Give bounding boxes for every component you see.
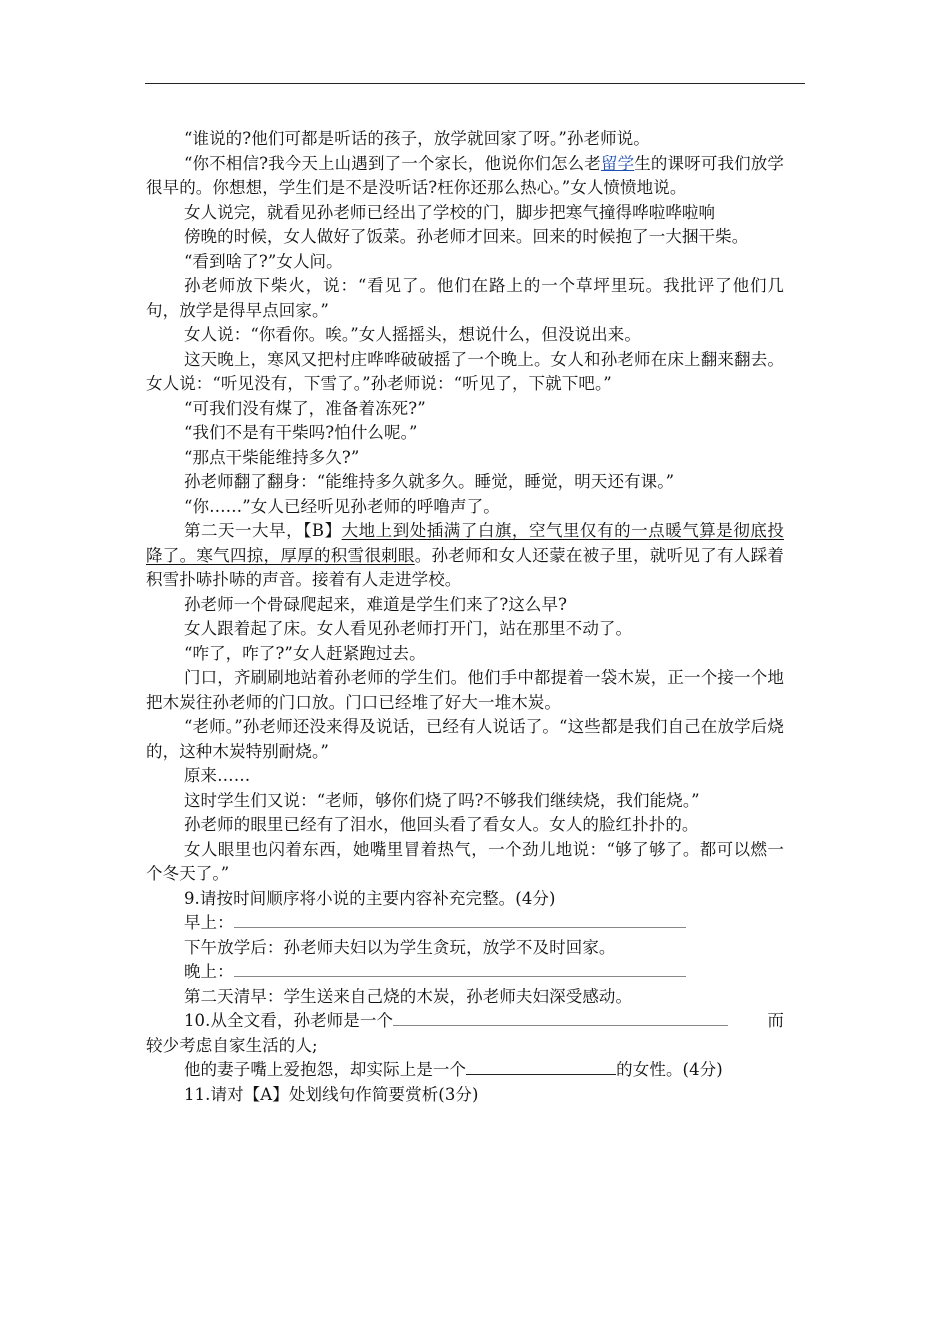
paragraph: 女人跟着起了床。女人看见孙老师打开门，站在那里不动了。 <box>183 619 633 638</box>
paragraph: “看到啥了?”女人问。 <box>183 251 343 271</box>
q10-text: 而 <box>767 1011 784 1030</box>
q10-answer-blank-2[interactable] <box>466 1058 616 1075</box>
question-9: 9.请按时间顺序将小说的主要内容补充完整。(4分) <box>183 888 556 908</box>
paragraph: 孙老师翻了翻身：“能维持多久就多久。睡觉，睡觉，明天还有课。” <box>183 472 675 491</box>
paragraph: 女人说完，就看见孙老师已经出了学校的门，脚步把寒气撞得哗啦哗啦响 <box>183 202 716 222</box>
q10-answer-blank-1[interactable] <box>393 1009 728 1026</box>
paragraph: 门口，齐刷刷地站着孙老师的学生们。他们手中都提着一袋木炭，正一个接一个地把木炭往孙老师的门口放。门口已经堆了好大一堆木炭。 <box>146 668 784 712</box>
paragraph: “谁说的?他们可都是听话的孩子，放学就回家了呀。”孙老师说。 <box>183 129 650 148</box>
paragraph: 孙老师一个骨碌爬起来，难道是学生们来了?这么早? <box>183 594 568 614</box>
q9-evening-label: 晚上： <box>183 962 234 981</box>
paragraph: 这时学生们又说：“老师，够你们烧了吗?不够我们继续烧，我们能烧。” <box>183 790 700 810</box>
q9-morning-answer-blank[interactable] <box>234 911 686 928</box>
paragraph: 女人说：“你看你。唉。”女人摇摇头，想说什么，但没说出来。 <box>183 325 641 344</box>
paragraph: “那点干柴能维持多久?” <box>183 447 360 467</box>
document-body <box>146 127 784 1107</box>
paragraph: “老师。”孙老师还没来得及说话，已经有人说话了。“这些都是我们自己在放学后烧的，这种木炭特别耐烧。” <box>146 717 784 761</box>
paragraph: “可我们没有煤了，准备着冻死?” <box>183 398 426 418</box>
paragraph <box>146 519 784 593</box>
q10-text: 10.从全文看，孙老师是一个 <box>183 1011 394 1030</box>
question-10 <box>146 1009 784 1034</box>
paragraph-text: 。孙老师和女人还蒙在被子里，就听见了有人踩着积雪扑哧扑哧的声音。接着有人走进学校。 <box>146 545 784 589</box>
q10-text: 他的妻子嘴上爱抱怨，却实际上是一个 <box>183 1060 467 1079</box>
q10-continuation: 较少考虑自家生活的人; <box>146 1035 318 1055</box>
q10-second-part <box>146 1058 784 1083</box>
paragraph: 傍晚的时候，女人做好了饭菜。孙老师才回来。回来的时候抱了一大捆干柴。 <box>183 227 749 246</box>
q9-morning-line <box>146 911 784 936</box>
header-rule <box>145 83 805 84</box>
paragraph: 原来…… <box>183 766 251 785</box>
q10-text: 的女性。(4分) <box>616 1060 723 1079</box>
paragraph: 孙老师放下柴火，说：“看见了。他们在路上的一个草坪里玩。我批评了他们几句，放学是得早点回家。” <box>146 276 784 320</box>
paragraph-text: 第二天一大早，【B】 <box>183 521 342 540</box>
question-11: 11.请对【A】处划线句作简要赏析(3分) <box>183 1084 479 1104</box>
paragraph: 这天晚上，寒风又把村庄哗哗破破摇了一个晚上。女人和孙老师在床上翻来翻去。女人说：“听见没有，下雪了。”孙老师说：“听见了，下就下吧。” <box>146 349 784 393</box>
q9-next-morning-line: 第二天清早：学生送来自己烧的木炭，孙老师夫妇深受感动。 <box>183 986 633 1006</box>
paragraph: “我们不是有干柴吗?怕什么呢。” <box>183 423 418 442</box>
underlined-sentence-b: 大地上到处插满了白旗，空气里仅有的一点暖气算是彻底投降了。寒气四掠，厚厚的积雪很刺眼 <box>146 521 784 565</box>
paragraph <box>146 152 784 201</box>
liuxue-link[interactable]: 留学 <box>600 153 635 173</box>
paragraph-text: “你不相信?我今天上山遇到了一个家长，他说你们怎么老 <box>183 153 601 173</box>
paragraph: 女人眼里也闪着东西，她嘴里冒着热气，一个劲儿地说：“够了够了。都可以燃一个冬天了。” <box>146 839 784 883</box>
q9-morning-label: 早上： <box>183 913 234 932</box>
paragraph: 孙老师的眼里已经有了泪水，他回头看了看女人。女人的脸红扑扑的。 <box>183 815 699 834</box>
paragraph: “咋了，咋了?”女人赶紧跑过去。 <box>183 643 426 663</box>
paragraph: “你……”女人已经听见孙老师的呼噜声了。 <box>183 496 500 516</box>
q9-afternoon-line: 下午放学后：孙老师夫妇以为学生贪玩，放学不及时回家。 <box>183 937 616 957</box>
q9-evening-line <box>146 960 784 985</box>
paragraph-text: 生的课呀可我们放学很早的。你想想，学生们是不是没听话?枉你还那么热心。”女人愤愤地说。 <box>146 153 784 197</box>
q9-evening-answer-blank[interactable] <box>234 960 686 977</box>
